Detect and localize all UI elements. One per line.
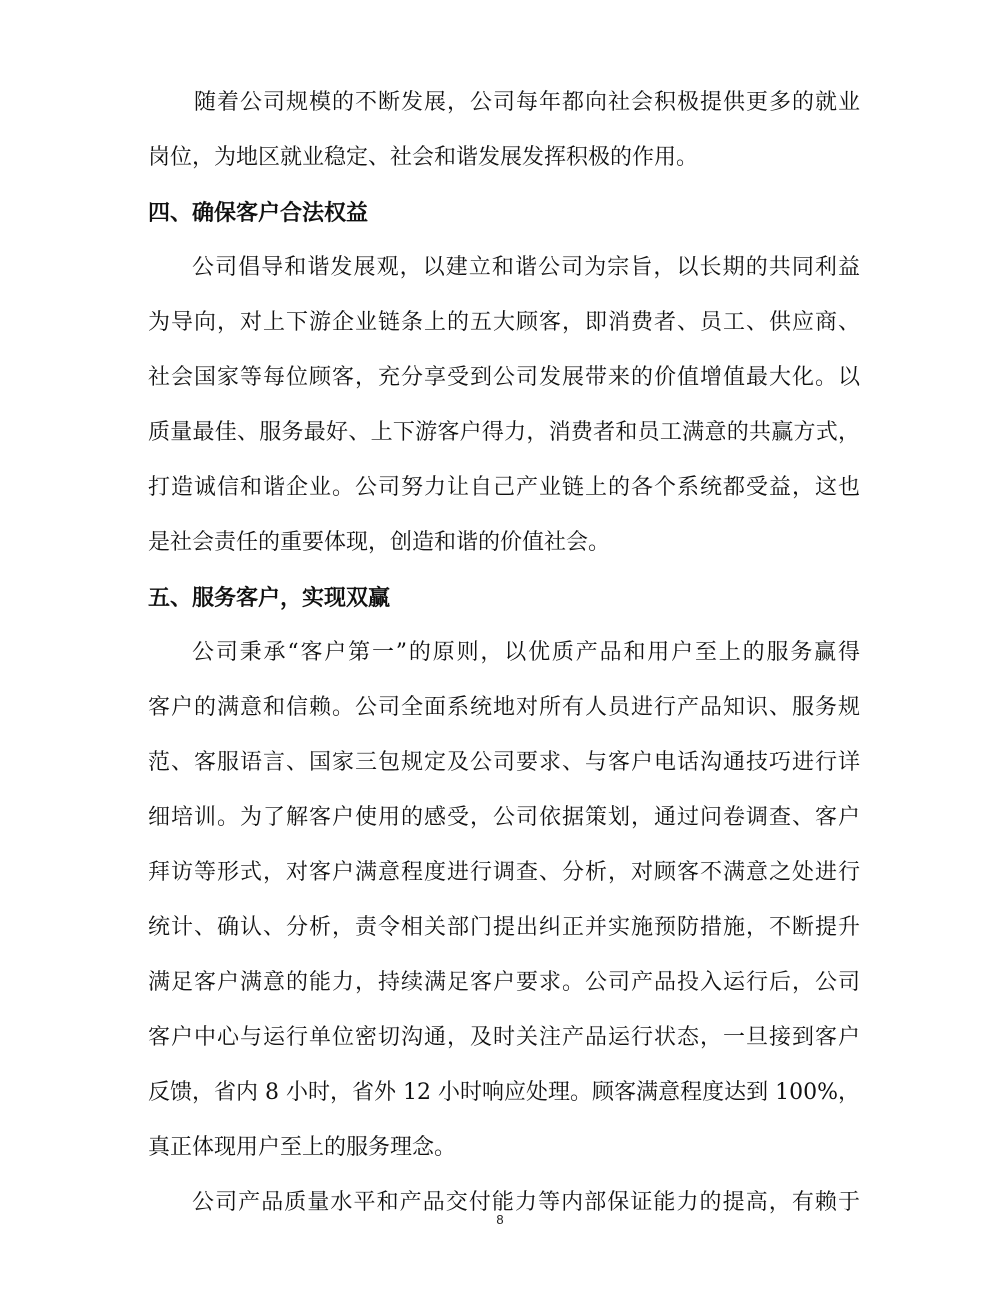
paragraph-line: 真正体现用户至上的服务理念。 [148, 1135, 457, 1160]
paragraph-line: 反馈，省内 8 小时，省外 12 小时响应处理。顾客满意程度达到 100%， [148, 1080, 860, 1105]
paragraph-line: 是社会责任的重要体现，创造和谐的价值社会。 [148, 530, 611, 555]
document-body [148, 88, 860, 1243]
paragraph-line: 范、客服语言、国家三包规定及公司要求、与客户电话沟通技巧进行详 [148, 750, 860, 775]
section-heading: 四、确保客户合法权益 [148, 200, 369, 226]
paragraph-line: 公司产品质量水平和产品交付能力等内部保证能力的提高，有赖于 [192, 1190, 860, 1215]
section-heading: 五、服务客户，实现双赢 [148, 585, 391, 611]
paragraph-line: 细培训。为了解客户使用的感受，公司依据策划，通过问卷调查、客户 [148, 805, 860, 830]
paragraph-line: 随着公司规模的不断发展，公司每年都向社会积极提供更多的就业 [194, 90, 860, 115]
paragraph-line: 拜访等形式，对客户满意程度进行调查、分析，对顾客不满意之处进行 [148, 860, 860, 885]
paragraph-line: 为导向，对上下游企业链条上的五大顾客，即消费者、员工、供应商、 [148, 310, 860, 335]
paragraph-line: 满足客户满意的能力，持续满足客户要求。公司产品投入运行后，公司 [148, 970, 860, 995]
paragraph-line: 统计、确认、分析，责令相关部门提出纠正并实施预防措施，不断提升 [148, 915, 860, 940]
paragraph-line: 社会国家等每位顾客，充分享受到公司发展带来的价值增值最大化。以 [148, 365, 860, 390]
paragraph-line: 客户的满意和信赖。公司全面系统地对所有人员进行产品知识、服务规 [148, 695, 860, 720]
paragraph-line: 打造诚信和谐企业。公司努力让自己产业链上的各个系统都受益，这也 [148, 475, 860, 500]
paragraph-line: 客户中心与运行单位密切沟通，及时关注产品运行状态，一旦接到客户 [148, 1025, 860, 1050]
paragraph-line: 岗位，为地区就业稳定、社会和谐发展发挥积极的作用。 [148, 145, 699, 170]
page-number: 8 [496, 1212, 504, 1227]
paragraph-line: 公司秉承“客户第一”的原则，以优质产品和用户至上的服务赢得 [192, 640, 860, 665]
paragraph-line: 公司倡导和谐发展观，以建立和谐公司为宗旨，以长期的共同利益 [192, 255, 860, 280]
paragraph-line: 质量最佳、服务最好、上下游客户得力，消费者和员工满意的共赢方式， [148, 420, 860, 445]
